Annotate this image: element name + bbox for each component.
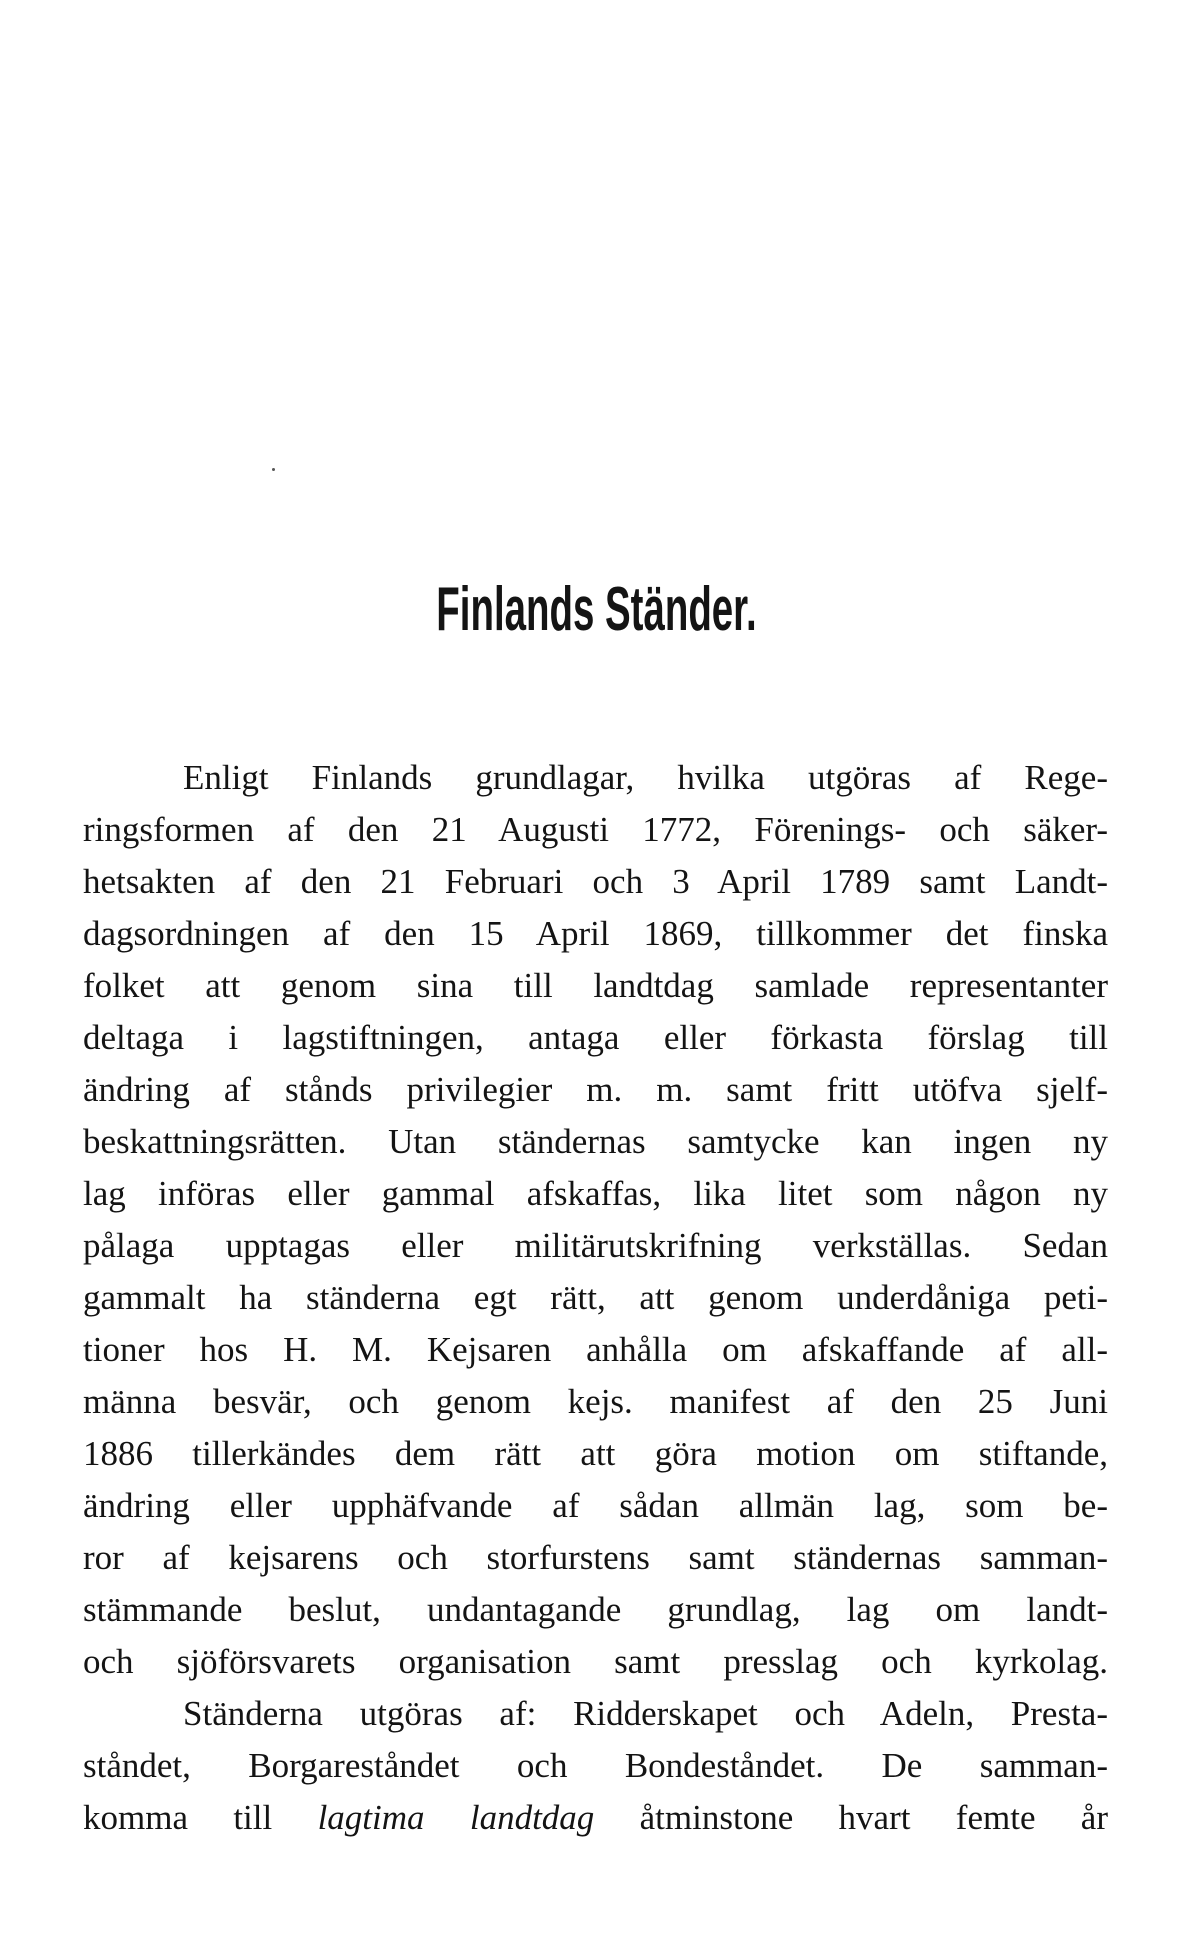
body-text xyxy=(83,752,1108,1844)
text-line: stämmande beslut, undantagande grundlag, lag om landt- xyxy=(83,1590,1108,1629)
text-line: Ständerna utgöras af: Ridderskapet och Adeln, Presta- xyxy=(183,1694,1108,1733)
text-line: ändring af stånds privilegier m. m. samt fritt utöfva sjelf- xyxy=(83,1070,1108,1109)
text-fragment: åtminstone hvart femte år xyxy=(639,1798,1108,1837)
italic-phrase: lagtima landtdag xyxy=(317,1798,595,1837)
text-line: deltaga i lagstiftningen, antaga eller förkasta förslag till xyxy=(83,1018,1108,1057)
text-line: ståndet, Borgareståndet och Bondeståndet. De samman- xyxy=(83,1746,1108,1785)
text-line: beskattningsrätten. Utan ständernas samtycke kan ingen ny xyxy=(83,1122,1108,1161)
text-line-last xyxy=(83,1792,1108,1844)
print-speck xyxy=(272,468,275,471)
text-line: och sjöförsvarets organisation samt presslag och kyrkolag. xyxy=(83,1642,1108,1681)
text-line: ror af kejsarens och storfurstens samt ständernas samman- xyxy=(83,1538,1108,1577)
text-line: lag införas eller gammal afskaffas, lika litet som någon ny xyxy=(83,1174,1108,1213)
text-fragment: komma till xyxy=(83,1798,273,1837)
text-line: tioner hos H. M. Kejsaren anhålla om afskaffande af all- xyxy=(83,1330,1108,1369)
text-line: 1886 tillerkändes dem rätt att göra motion om stiftande, xyxy=(83,1434,1108,1473)
text-line: folket att genom sina till landtdag samlade representanter xyxy=(83,966,1108,1005)
text-line: dagsordningen af den 15 April 1869, tillkommer det finska xyxy=(83,914,1108,953)
text-line: gammalt ha ständerna egt rätt, att genom underdåniga peti- xyxy=(83,1278,1108,1317)
text-line: ringsformen af den 21 Augusti 1772, Förenings- och säker- xyxy=(83,810,1108,849)
text-line: männa besvär, och genom kejs. manifest af den 25 Juni xyxy=(83,1382,1108,1421)
text-line: Enligt Finlands grundlagar, hvilka utgöras af Rege- xyxy=(183,758,1108,797)
text-line: ändring eller upphäfvande af sådan allmän lag, som be- xyxy=(83,1486,1108,1525)
text-line: hetsakten af den 21 Februari och 3 April 1789 samt Landt- xyxy=(83,862,1108,901)
text-line: pålaga upptagas eller militärutskrifning verkställas. Sedan xyxy=(83,1226,1108,1265)
page-title: Finlands Ständer. xyxy=(436,575,757,644)
